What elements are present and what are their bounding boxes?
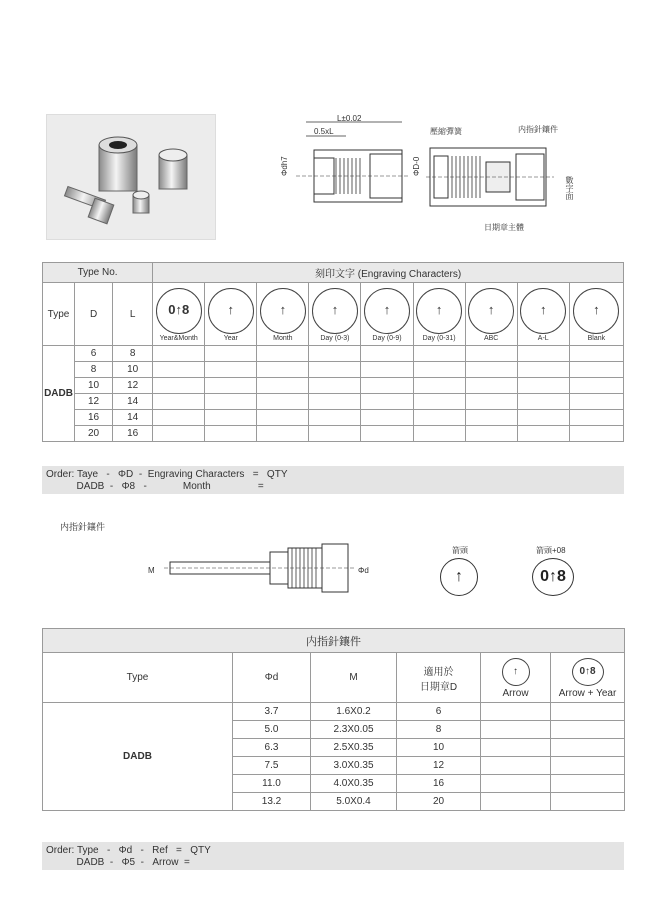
dim-m: M: [148, 566, 155, 575]
cell-d: 20: [75, 426, 113, 442]
order2-line-2: DADB - Φ5 - Arrow =: [46, 857, 190, 868]
table-row: 7.5 3.0X0.35 12: [43, 757, 625, 775]
arrow-year-icon: 0↑8: [572, 658, 604, 686]
order2-line-1: Order: Type - Φd - Ref = QTY: [46, 845, 211, 856]
dial-year: ↑ Year: [205, 283, 257, 346]
row-type: DADB: [43, 346, 75, 442]
cell-l: 10: [113, 362, 153, 378]
arrow-year-circle: [532, 558, 574, 596]
col-arrow: ↑ Arrow: [481, 653, 551, 703]
stamp-diagram-left: [284, 112, 414, 222]
cell-l: 14: [113, 410, 153, 426]
col-l: L: [113, 283, 153, 346]
label-digit-face: 數字面: [565, 176, 574, 200]
dial-month: ↑ Month: [257, 283, 309, 346]
table-row: [43, 378, 624, 394]
dial-day-0-3: ↑ Day (0-3): [309, 283, 361, 346]
arrow-icon: ↑: [502, 658, 530, 686]
cell-d: 12: [75, 394, 113, 410]
dial-day-0-9: ↑ Day (0-9): [361, 283, 413, 346]
label-pointer: 内指針鑲件: [518, 125, 558, 134]
insert-title: 内指針鑲件: [60, 522, 106, 532]
dial-day-0-31: ↑ Day (0-31): [413, 283, 465, 346]
engraving-table: [42, 262, 624, 442]
insert-table: [42, 628, 625, 811]
order-line-1: Order: Taye - ΦD - Engraving Characters = QTY: [46, 469, 288, 480]
cell-d: 16: [75, 410, 113, 426]
cell-d: 10: [75, 378, 113, 394]
arrow-year-icon: 0↑8: [540, 568, 566, 585]
stamp-diagram-right: [426, 140, 556, 220]
cell-l: 8: [113, 346, 153, 362]
table-row: DADB 3.7 1.6X0.2 6: [43, 703, 625, 721]
table-row: [43, 362, 624, 378]
dial-a-l: ↑ A-L: [517, 283, 569, 346]
col-type: Type: [43, 653, 233, 703]
insert-table-title: 内指針鑲件: [43, 629, 625, 653]
dial-abc: ↑ ABC: [465, 283, 517, 346]
table-row: [43, 346, 624, 362]
col-phid: Φd: [233, 653, 311, 703]
table-row: 11.0 4.0X0.35 16: [43, 775, 625, 793]
dial-row: [43, 283, 624, 346]
table-row: 13.2 5.0X0.4 20: [43, 793, 625, 811]
cell-d: 6: [75, 346, 113, 362]
col-type: Type: [43, 283, 75, 346]
dim-phid: Φd: [358, 566, 369, 575]
cell-l: 16: [113, 426, 153, 442]
arrow-circle: [440, 558, 478, 596]
label-body: 日期章主體: [484, 223, 524, 232]
product-photo: [46, 114, 216, 240]
col-applicable: 適用於 日期章D: [397, 653, 481, 703]
arrow-icon: ↑: [455, 568, 463, 585]
cell-l: 14: [113, 394, 153, 410]
dim-dh7: Φdh7: [280, 156, 289, 176]
engraving-header: 刻印文字 (Engraving Characters): [153, 263, 624, 283]
insert-pin-diagram: [150, 540, 380, 600]
col-d: D: [75, 283, 113, 346]
insert-table-header: [43, 653, 625, 703]
table-row: 5.0 2.3X0.05 8: [43, 721, 625, 739]
order-line-2: DADB - Φ8 - Month =: [46, 481, 264, 492]
table-row: 6.3 2.5X0.35 10: [43, 739, 625, 757]
dial-year-month: 0↑8 Year&Month: [153, 283, 205, 346]
dim-half: 0.5xL: [314, 127, 334, 136]
cell-d: 8: [75, 362, 113, 378]
table-row: [43, 394, 624, 410]
table-row: [43, 410, 624, 426]
col-m: M: [311, 653, 397, 703]
dim-total: L±0.02: [337, 114, 362, 123]
dial-blank: ↑ Blank: [569, 283, 623, 346]
table-row: [43, 426, 624, 442]
cell-l: 12: [113, 378, 153, 394]
col-arrow-year: 0↑8 Arrow + Year: [551, 653, 625, 703]
arrow-year-label: 箭頭+08: [536, 546, 566, 555]
row-type: DADB: [43, 703, 233, 811]
dim-d: ΦD-0: [412, 156, 421, 176]
label-spring: 壓縮彈簧: [430, 127, 462, 136]
type-no-header: Type No.: [43, 263, 153, 283]
stamp-cylinders-image: [47, 115, 215, 239]
arrow-label: 箭頭: [452, 546, 468, 555]
